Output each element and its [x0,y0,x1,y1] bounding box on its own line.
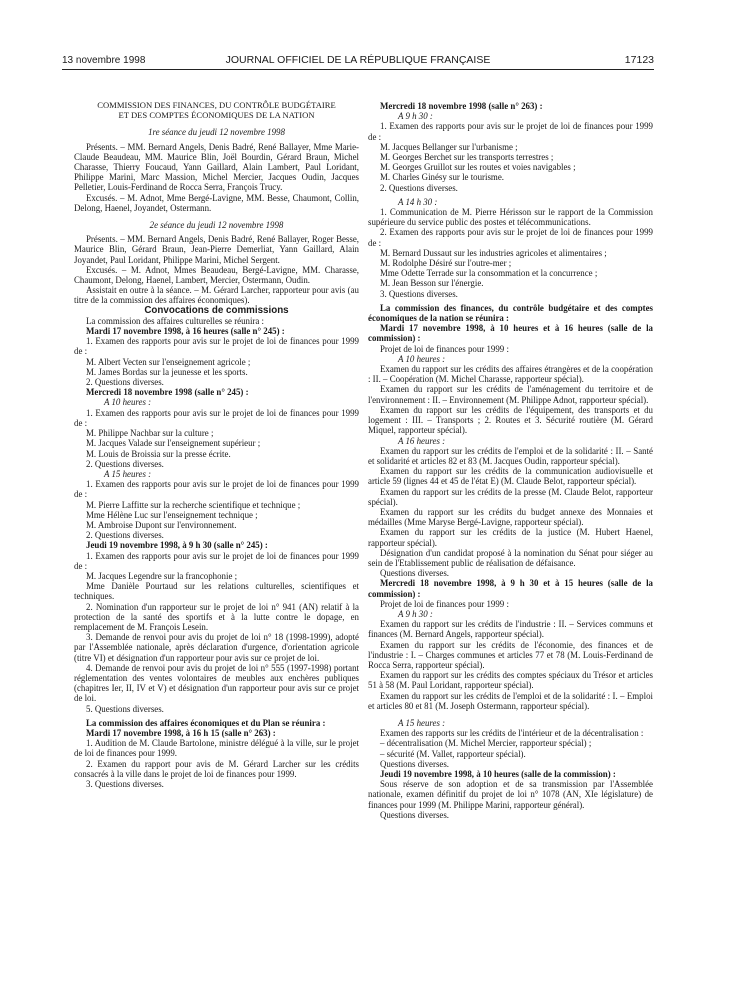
cult-mardi-item-2: 2. Questions diverses. [86,377,164,388]
fin-mercredi-930: A 9 h 30 : [398,608,433,619]
eco-mercredi14-rapporteur-1: M. Bernard Dussaut sur les industries agricoles et alimentaires ; [380,247,607,258]
cult-jeudi-item-3: 3. Demande de renvoi pour avis du projet de loi n° 18 (1998-1999), adopté par l'Assemblée nationale, après déclaration d'urgence, d'orientation agricole (titre VI) et désignation d'un rapporteur pour avis sur ce projet de loi. [74,632,359,663]
fin-jeudi-item-1: Sous réserve de son adoption et de sa transmission par l'Assemblée nationale, examen définitif du projet de loi n° 1078 (AN, XIe législature) de finances pour 1999 (M. Philippe Marini, rapporteur général). [368,779,653,810]
cult-mercredi15-rapporteur-1: M. Pierre Laffitte sur la recherche scientifique et technique ; [86,499,301,510]
cult-jeudi-item-2: 2. Nomination d'un rapporteur sur le projet de loi n° 941 (AN) relatif à la protection de la santé des sportifs et à la lutte contre le dopage, en remplacement de M. François Lesein. [74,601,359,632]
header-page-number: 17123 [624,54,654,66]
cult-mardi-heading: Mardi 17 novembre 1998, à 16 heures (salle n° 245) : [86,326,285,337]
fin-mardi16-item-6: Désignation d'un candidat proposé à la nomination du Sénat pour siéger au sein de l'Etablissement public de réalisation de défaisance. [368,547,653,568]
fin-mardi16-item-4: Examen du rapport sur les crédits du budget annexe des Monnaies et médailles (Mme Maryse Bergé-Lavigne, rapporteur spécial). [368,506,653,528]
seance-1-presents: Présents. – MM. Bernard Angels, Denis Badré, René Ballayer, Mme Marie-Claude Beaudeau, MM. Maurice Blin, Joël Bourdin, Gérard Braun, Michel Charasse, Thierry Foucaud, Yann Gaillard, Alain Lambert, Paul Loridant, Philippe Marini, Marc Massion, Michel Mercier, Jacques Oudin, Jacques Pelletier, Louis-Ferdinand de Rocca Serra, François Trucy. [74,141,359,193]
cult-mercredi-heading: Mercredi 18 novembre 1998 (salle n° 245) : [86,387,249,398]
page-header [62,52,654,68]
fin-mardi-16h: A 16 heures : [398,435,446,446]
cult-mercredi-rapporteur-1: M. Philippe Nachbar sur la culture ; [86,428,214,439]
fin-mercredi15-rapporteur-2: – sécurité (M. Vallet, rapporteur spécial). [380,748,526,759]
fin-mercredi9-item-2: Examen du rapport sur les crédits de l'économie, des finances et de l'industrie : I. – Charges communes et articles 77 et 78 (M. Louis-Ferdinand de Rocca Serra, rapporteur spécial). [368,639,653,670]
header-journal-title: JOURNAL OFFICIEL DE LA RÉPUBLIQUE FRANÇAISE [225,54,491,66]
eco-mercredi-item-2: 2. Questions diverses. [380,182,458,193]
eco-mercredi-rapporteur-2: M. Georges Berchet sur les transports terrestres ; [380,152,554,163]
eco-mercredi-rapporteur-4: M. Charles Ginésy sur le tourisme. [380,172,504,183]
eco-mardi-heading: Mardi 17 novembre 1998, à 16 h 15 (salle n° 263) : [86,727,276,738]
seance-2-title: 2e séance du jeudi 12 novembre 1998 [149,220,284,231]
eco-mercredi-rapporteur-1: M. Jacques Bellanger sur l'urbanisme ; [380,141,518,152]
cult-mercredi15-rapporteur-3: M. Ambroise Dupont sur l'environnement. [86,519,237,530]
eco-mercredi-930: A 9 h 30 : [398,111,433,122]
fin-mercredi15-item-1: Examen des rapports sur les crédits de l'intérieur et de la décentralisation : [380,728,644,739]
fin-mercredi15-rapporteur-1: – décentralisation (M. Michel Mercier, rapporteur spécial) ; [380,738,592,749]
fin-mardi-heading: Mardi 17 novembre 1998, à 10 heures et à 16 heures (salle de la commission) : [368,323,653,344]
eco-mercredi-1430: A 14 h 30 : [398,196,438,207]
cult-intro: La commission des affaires culturelles se réunira : [86,315,265,326]
cult-mardi-item-1: 1. Examen des rapports pour avis sur le projet de loi de finances pour 1999 de : [74,336,359,357]
cult-mardi-rapporteur-2: M. James Bordas sur la jeunesse et les sports. [86,366,248,377]
cult-mercredi15-item-2: 2. Questions diverses. [86,530,164,541]
fin-mardi-10h: A 10 heures : [398,353,446,364]
fin-mercredi-heading: Mercredi 18 novembre 1998, à 9 h 30 et à 15 heures (salle de la commission) : [368,578,653,599]
fin-mardi10-item-3: Examen du rapport sur les crédits de l'équipement, des transports et du logement : III. – Transports ; 2. Routes et 3. Sécurité routière (M. Gérard Miquel, rapporteur spécial). [368,404,653,436]
cult-mardi-rapporteur-1: M. Albert Vecten sur l'enseignement agricole ; [86,356,251,367]
eco-mercredi14-item-2: 2. Examen des rapports pour avis sur le projet de loi de finances pour 1999 de : [368,227,653,248]
fin-mercredi-15h: A 15 heures : [398,717,446,728]
seance-2-excuses: Excusés. – M. Adnot, Mmes Beaudeau, Bergé-Lavigne, MM. Charasse, Chaumont, Delong, Haenel, Lambert, Mercier, Ostermann, Oudin. [74,264,359,286]
eco-mercredi14-item-1: 1. Communication de M. Pierre Hérisson sur le rapport de la Commission supérieure du service public des postes et télécommunications. [368,207,653,228]
right-column [368,101,653,820]
fin-mercredi-plf: Projet de loi de finances pour 1999 : [380,598,509,609]
eco-mercredi-item-1: 1. Examen des rapports pour avis sur le projet de loi de finances pour 1999 de : [368,121,653,142]
cult-mercredi-item-2: 2. Questions diverses. [86,458,164,469]
fin-jeudi-heading: Jeudi 19 novembre 1998, à 10 heures (salle de la commission) : [380,769,616,779]
cult-mercredi-10h: A 10 heures : [104,397,152,408]
fin-mardi16-item-7: Questions diverses. [380,568,450,579]
eco-mercredi-rapporteur-3: M. Georges Gruillot sur les routes et voies navigables ; [380,162,576,173]
fin-mardi16-item-5: Examen du rapport sur les crédits de la justice (M. Hubert Haenel, rapporteur spécial). [368,527,653,548]
eco-mercredi14-rapporteur-3: Mme Odette Terrade sur la consommation et la concurrence ; [380,268,598,279]
cult-jeudi-item-4: 4. Demande de renvoi pour avis du projet de loi n° 555 (1997-1998) portant réglementation des ventes volontaires de meubles aux enchères publiques (chapitres Ier, II, IV et V) et désignation d'un rapporteur pour avis sur ce projet de loi. [74,662,359,704]
eco-mardi-item-1: 1. Audition de M. Claude Bartolone, ministre délégué à la ville, sur le projet de loi de finances pour 1999. [74,738,359,759]
fin-mercredi9-item-3: Examen du rapport sur les crédits des comptes spéciaux du Trésor et articles 51 à 58 (M. Paul Loridant, rapporteur spécial). [368,670,653,691]
eco-mardi-item-2: 2. Examen du rapport pour avis de M. Gérard Larcher sur les crédits consacrés à la ville dans le projet de loi de finances pour 1999. [74,758,359,779]
convocations-title: Convocations de commissions [144,304,289,316]
cult-mercredi-15h: A 15 heures : [104,468,152,479]
fin-mercredi9-item-4: Examen du rapport sur les crédits de l'emploi et de la solidarité : I. – Emploi et articles 80 et 81 (M. Joseph Ostermann, rapporteur spécial). [368,690,653,711]
cult-jeudi-rapporteur-1: M. Jacques Legendre sur la francophonie ; [86,570,238,581]
fin-mardi16-item-3: Examen du rapport sur les crédits de la presse (M. Claude Belot, rapporteur spécial). [368,486,653,507]
fin-mardi16-item-2: Examen du rapport sur les crédits de la communication audiovisuelle et article 59 (lignes 44 et 45 de l'état E) (M. Claude Belot, rapporteur spécial). [368,466,653,487]
seance-1-excuses: Excusés. – M. Adnot, Mme Bergé-Lavigne, MM. Besse, Chaumont, Collin, Delong, Haenel, Joyandet, Ostermann. [74,192,359,213]
fin-mercredi9-item-1: Examen du rapport sur les crédits de l'industrie : II. – Services communs et finances (M. Bernard Angels, rapporteur spécial). [368,619,653,640]
fin-mardi10-item-2: Examen du rapport sur les crédits de l'aménagement du territoire et de l'environnement : II. – Environnement (M. Philippe Adnot, rapporteur spécial). [368,384,653,405]
cult-jeudi-rapporteur-2: Mme Danièle Pourtaud sur les relations culturelles, scientifiques et techniques. [74,581,359,602]
eco-mercredi14-item-3: 3. Questions diverses. [380,288,458,299]
left-column [74,100,359,789]
eco-mercredi-heading: Mercredi 18 novembre 1998 (salle n° 263) : [380,101,543,111]
seance-2-presents: Présents. – MM. Bernard Angels, Denis Badré, René Ballayer, Roger Besse, Maurice Blin, Gérard Braun, Jean-Pierre Demerliat, Yann Gaillard, Alain Joyandet, Paul Loridant, Philippe Marini, Michel Sergent. [74,234,359,265]
cult-mercredi-item-1: 1. Examen des rapports pour avis sur le projet de loi de finances pour 1999 de : [74,407,359,428]
eco-mardi-item-3: 3. Questions diverses. [86,779,164,789]
header-rule [62,69,654,70]
commission-title-line-1: COMMISSION DES FINANCES, DU CONTRÔLE BUDGÉTAIRE [97,100,336,110]
eco-intro: La commission des affaires économiques et du Plan se réunira : [86,717,326,728]
seance-2-assistait: Assistait en outre à la séance. – M. Gérard Larcher, rapporteur pour avis (au titre de la commission des affaires économiques). [74,285,359,306]
fin-mardi10-item-1: Examen du rapport sur les crédits des affaires étrangères et de la coopération : II. – Coopération (M. Michel Charasse, rapporteur spécial). [368,364,653,385]
seance-1-title: 1re séance du jeudi 12 novembre 1998 [148,127,285,138]
fin-mercredi15-item-2: Questions diverses. [380,758,450,769]
cult-mercredi-rapporteur-2: M. Jacques Valade sur l'enseignement supérieur ; [86,438,261,449]
cult-jeudi-item-5: 5. Questions diverses. [86,703,164,714]
fin-mardi16-item-1: Examen du rapport sur les crédits de l'emploi et de la solidarité : II. – Santé et solidarité et articles 82 et 83 (M. Jacques Oudin, rapporteur spécial). [368,445,653,466]
eco-mercredi14-rapporteur-2: M. Rodolphe Désiré sur l'outre-mer ; [380,258,512,269]
fin-mardi-plf: Projet de loi de finances pour 1999 : [380,343,509,354]
cult-mercredi15-item-1: 1. Examen des rapports pour avis sur le projet de loi de finances pour 1999 de : [74,479,359,500]
commission-title-line-2: ET DES COMPTES ÉCONOMIQUES DE LA NATION [118,110,315,121]
cult-mercredi15-rapporteur-2: Mme Hélène Luc sur l'enseignement technique ; [86,509,258,520]
cult-jeudi-heading: Jeudi 19 novembre 1998, à 9 h 30 (salle n° 245) : [86,540,268,551]
header-date: 13 novembre 1998 [62,55,146,66]
eco-mercredi14-rapporteur-4: M. Jean Besson sur l'énergie. [380,278,484,289]
cult-jeudi-item-1: 1. Examen des rapports pour avis sur le projet de loi de finances pour 1999 de : [74,550,359,571]
fin-jeudi-item-2: Questions diverses. [380,809,450,820]
cult-mercredi-rapporteur-3: M. Louis de Broissia sur la presse écrite. [86,448,231,459]
fin-intro: La commission des finances, du contrôle budgétaire et des comptes économiques de la nation se réunira : [368,302,653,324]
